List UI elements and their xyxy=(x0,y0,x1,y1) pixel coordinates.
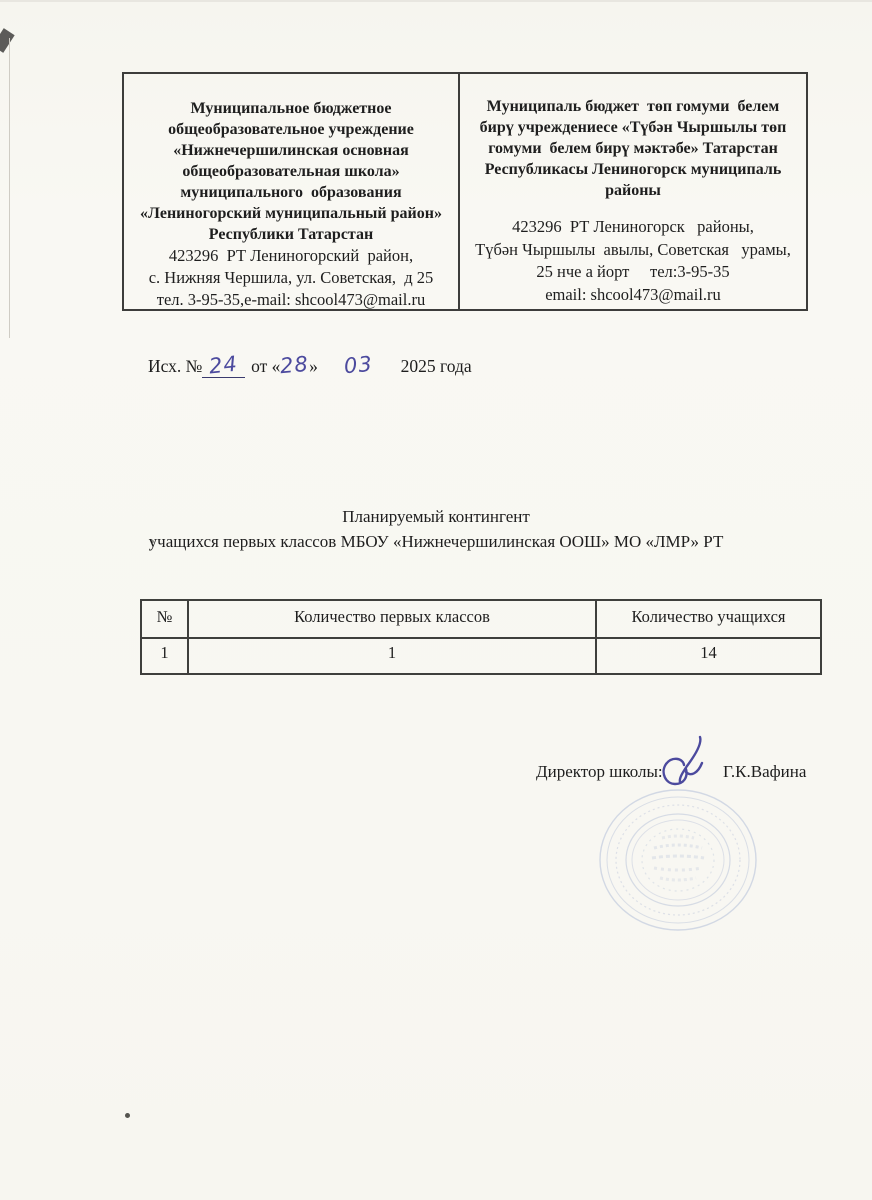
outgoing-reference-line xyxy=(148,353,472,378)
letterhead-tatar-address: Түбән Чыршылы авылы, Советская урамы, xyxy=(475,239,791,259)
letterhead-russian-line: Муниципальное бюджетное xyxy=(190,100,392,117)
reference-close-quote: » xyxy=(309,356,318,376)
letterhead-russian xyxy=(124,74,460,309)
handwritten-day: 28 xyxy=(279,351,311,379)
letterhead-russian-address: 423296 РТ Лениногорский район, xyxy=(168,246,414,265)
letterhead-tatar-line: Муниципаль бюджет төп гомуми белем xyxy=(486,98,780,115)
document-title xyxy=(40,504,832,554)
handwritten-outgoing-number: 24 xyxy=(202,353,245,378)
table-cell-pupils-count: 14 xyxy=(596,638,821,674)
reference-from-text: от « xyxy=(251,356,281,376)
letterhead-tatar-address: 25 нче а йорт тел:3-95-35 xyxy=(536,262,730,281)
scan-speck xyxy=(125,1113,130,1118)
table-header-classes: Количество первых классов xyxy=(188,600,596,638)
table-header-number: № xyxy=(141,600,188,638)
reference-prefix: Исх. № xyxy=(148,356,203,376)
title-line-1: Планируемый контингент xyxy=(342,507,530,526)
letterhead-russian-line: общеобразовательная школа» xyxy=(182,163,400,180)
scan-artifact-edge-line xyxy=(9,38,10,338)
letterhead-russian-line: «Лениногорский муниципальный район» xyxy=(140,205,442,222)
letterhead-box xyxy=(122,72,808,311)
contingent-table xyxy=(140,599,822,675)
letterhead-tatar-line: Республикасы Лениногорск муниципаль xyxy=(484,161,782,178)
letterhead-tatar-line: гомуми белем бирү мәктәбе» Татарстан xyxy=(488,140,778,157)
letterhead-russian-line: муниципального образования xyxy=(180,184,402,201)
table-header-row xyxy=(141,600,821,638)
letterhead-tatar-line: бирү учреждениесе «Түбән Чыршылы төп xyxy=(479,119,787,136)
scan-edge-strip xyxy=(0,0,872,2)
letterhead-russian-address: с. Нижняя Чершила, ул. Советская, д 25 xyxy=(148,268,434,287)
letterhead-tatar-line: районы xyxy=(605,182,661,199)
letterhead-russian-contact: тел. 3-95-35,e-mail: shcool473@mail.ru xyxy=(156,290,426,309)
handwritten-month: 03 xyxy=(342,351,374,379)
reference-year: 2025 года xyxy=(400,356,472,376)
round-stamp xyxy=(596,786,760,936)
letterhead-russian-line: «Нижнечершилинская основная xyxy=(173,142,409,159)
letterhead-russian-line: Республики Татарстан xyxy=(208,226,374,243)
letterhead-gap xyxy=(466,201,800,216)
letterhead-russian-line: общеобразовательное учреждение xyxy=(168,121,414,138)
table-header-pupils: Количество учащихся xyxy=(596,600,821,638)
letterhead-tatar-address: 423296 РТ Лениногорск районы, xyxy=(512,217,754,236)
signature-label: Директор школы: xyxy=(536,762,663,781)
table-cell-classes-count: 1 xyxy=(188,638,596,674)
letterhead-tatar-contact: email: shcool473@mail.ru xyxy=(545,284,721,304)
table-row xyxy=(141,638,821,674)
title-line-2: учащихся первых классов МБОУ «Нижнечершилинская ООШ» МО «ЛМР» РТ xyxy=(148,532,724,551)
letterhead-tatar xyxy=(460,74,806,309)
table-cell-row-number: 1 xyxy=(141,638,188,674)
scan-artifact-corner xyxy=(0,28,15,53)
signature-name: Г.К.Вафина xyxy=(723,762,807,781)
